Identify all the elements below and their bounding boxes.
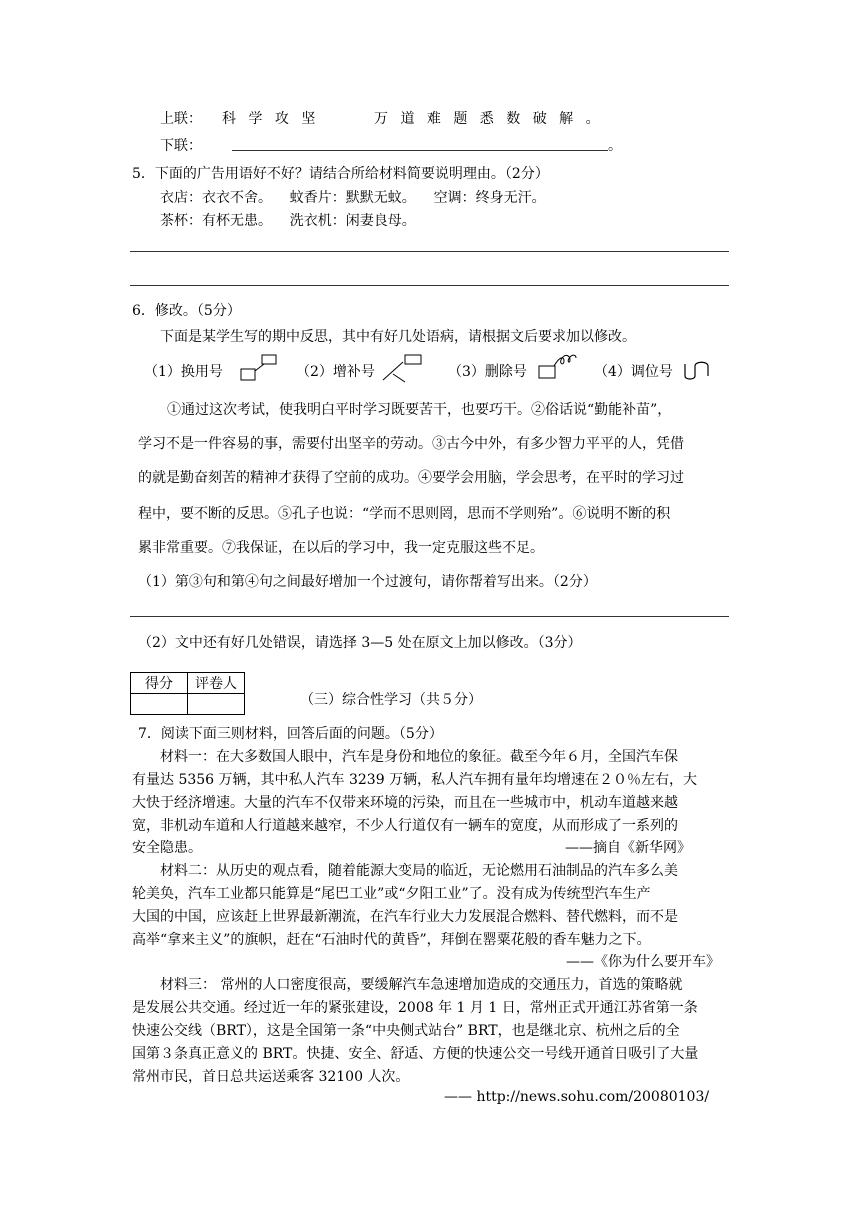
upper-couplet-part1: 科 学 攻 坚: [222, 111, 320, 127]
q5-line1: 衣店：衣衣不舍。 蚊香片：默默无蚊。 空调：终身无汗。: [160, 190, 546, 206]
q6-title: 6．修改。（5分）: [132, 303, 241, 319]
replace-mark-icon: [238, 352, 280, 384]
insert-mark-icon: [381, 352, 425, 384]
transpose-mark-icon: [682, 356, 720, 384]
q6-intro: 下面是某学生写的期中反思，其中有好几处语病，请根据文后要求加以修改。: [160, 329, 636, 345]
passage-line-5: 累非常重要。⑦我保证，在以后的学习中，我一定克服这些不足。: [138, 540, 544, 556]
material3-line-5: 常州市民，首日总共运送乘客 32100 人次。: [132, 1069, 410, 1085]
upper-couplet-label: 上联：: [160, 111, 202, 127]
passage-line-1: ①通过这次考试，使我明白平时学习既要苦干，也要巧干。②俗话说“勤能补苗”，: [167, 402, 672, 418]
q5-answer-line-2[interactable]: [130, 285, 729, 286]
q6-sub1: （1）第③句和第④句之间最好增加一个过渡句，请你帮着写出来。（2分）: [138, 574, 597, 590]
score-table: [130, 672, 245, 715]
score-cell[interactable]: [131, 694, 188, 715]
grader-header: 评卷人: [188, 673, 245, 694]
mark-label-insert: （2）增补号: [296, 364, 375, 380]
section3-title: （三）综合性学习（共５分）: [300, 692, 482, 708]
material3-line-1: 材料三： 常州的人口密度很高，要缓解汽车急速增加造成的交通压力，首选的策略就: [160, 977, 683, 993]
upper-couplet-part2: 万 道 难 题 悉 数 破 解 。: [374, 111, 604, 127]
delete-mark-icon: [536, 352, 580, 384]
material2-line-4: 高举“拿来主义”的旗帜，赶在“石油时代的黄昏”，拜倒在罂粟花般的香车魅力之下。: [132, 932, 651, 948]
lower-couplet-end: 。: [608, 138, 622, 154]
material1-source: ——摘自《新华网》: [565, 840, 691, 856]
material3-line-2: 是发展公共交通。经过近一年的紧张建设，2008 年 1 月 1 日，常州正式开通江苏省第一条: [132, 1000, 698, 1016]
material3-source[interactable]: —— http://news.sohu.com/20080103/: [444, 1089, 710, 1105]
material1-line-3: 大快于经济增速。大量的汽车不仅带来环境的污染，而且在一些城市中，机动车道越来越: [132, 795, 678, 811]
mark-label-delete: （3）删除号: [448, 364, 527, 380]
q7-title: 7．阅读下面三则材料，回答后面的问题。（5分）: [138, 726, 443, 742]
material2-line-1: 材料二：从历史的观点看，随着能源大变局的临近，无论燃用石油制品的汽车多么美: [160, 863, 678, 879]
passage-line-3: 的就是勤奋刻苦的精神才获得了空前的成功。④要学会用脑，学会思考，在平时的学习过: [138, 470, 684, 486]
q5-title: 5．下面的广告用语好不好？请结合所给材料简要说明理由。（2分）: [132, 166, 549, 182]
material2-line-3: 大国的中国，应该赶上世界最新潮流，在汽车行业大力发展混合燃料、替代燃料，而不是: [132, 909, 678, 925]
q5-answer-line-1[interactable]: [130, 251, 729, 252]
mark-label-replace: （1）换用号: [144, 364, 223, 380]
q6-sub1-answer-line[interactable]: [130, 616, 729, 617]
passage-line-2: 学习不是一件容易的事，需要付出坚辛的劳动。③古今中外，有多少智力平平的人，凭借: [138, 436, 684, 452]
material3-line-4: 国第３条真正意义的 BRT。快捷、安全、舒适、方便的快速公交一号线开通首日吸引了大量: [132, 1046, 699, 1062]
material1-line-5: 安全隐患。: [132, 840, 202, 856]
lower-couplet-answer-line[interactable]: [232, 150, 608, 151]
material1-line-2: 有量达 5356 万辆，其中私人汽车 3239 万辆，私人汽车拥有量年均增速在２０％左右，大: [132, 772, 698, 788]
material1-line-1: 材料一：在大多数国人眼中，汽车是身份和地位的象征。截至今年６月，全国汽车保: [160, 749, 678, 765]
passage-line-4: 程中，要不断的反思。⑤孔子也说：“学而不思则罔，思而不学则殆”。⑥说明不断的积: [138, 506, 671, 522]
material2-line-2: 轮美奂，汽车工业都只能算是“尾巴工业”或“夕阳工业”了。没有成为传统型汽车生产: [132, 886, 651, 902]
q6-sub2: （2）文中还有好几处错误，请选择 3—5 处在原文上加以修改。（3分）: [138, 635, 582, 651]
grader-cell[interactable]: [188, 694, 245, 715]
lower-couplet-label: 下联：: [160, 138, 202, 154]
q5-line2: 茶杯：有杯无患。 洗衣机：闲妻良母。: [160, 213, 416, 229]
mark-label-transpose: （4）调位号: [594, 364, 673, 380]
material3-line-3: 快速公交线（BRT），这是全国第一条“中央侧式站台” BRT，也是继北京、杭州之后的全: [132, 1023, 680, 1039]
material1-line-4: 宽，非机动车道和人行道越来越窄，不少人行道仅有一辆车的宽度，从而形成了一系列的: [132, 818, 678, 834]
score-header: 得分: [131, 673, 188, 694]
material2-source: ——《你为什么要开车》: [566, 954, 720, 970]
